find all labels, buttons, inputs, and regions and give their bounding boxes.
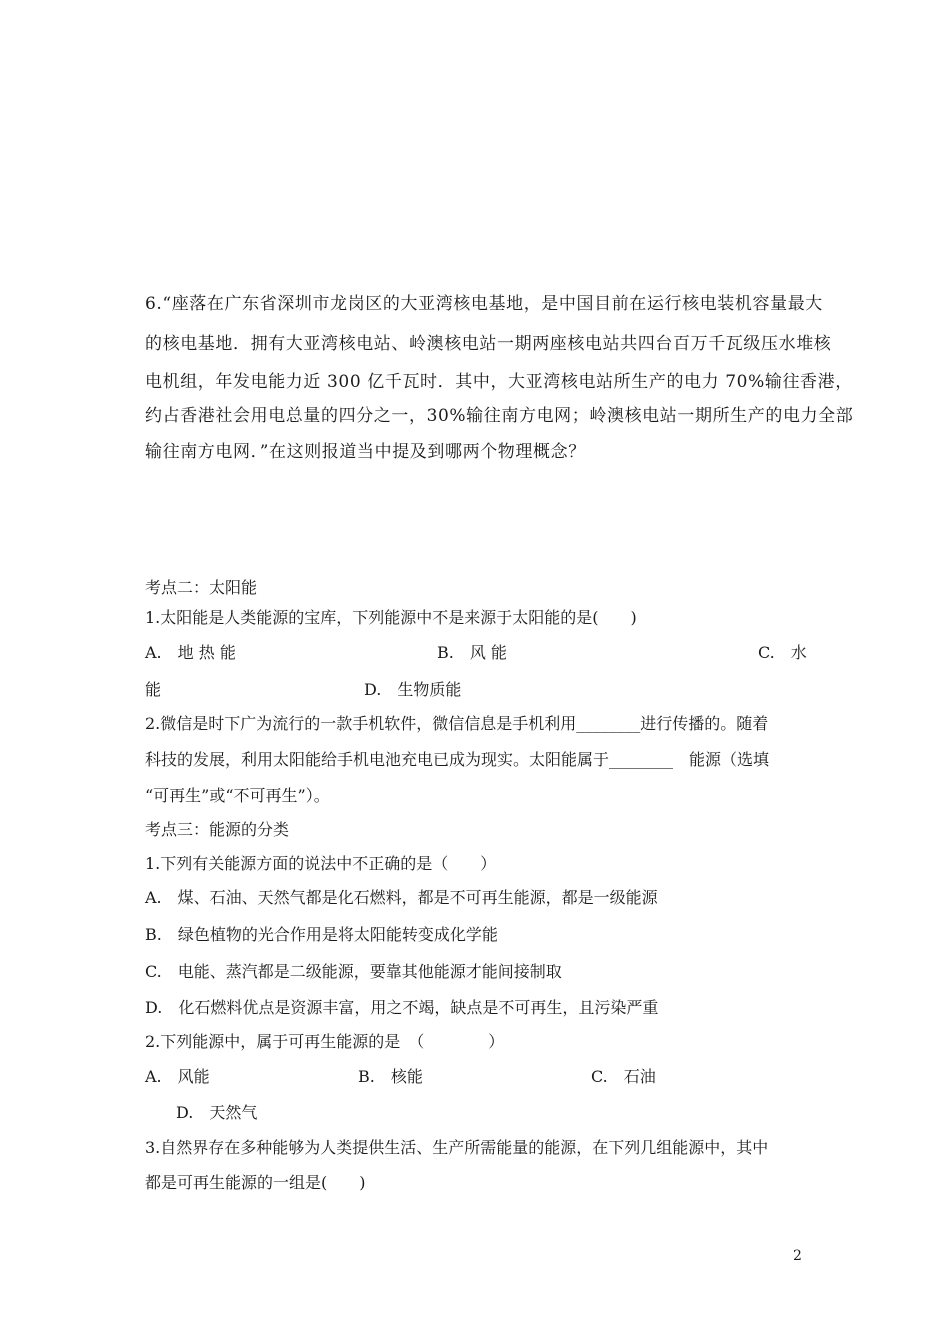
s3-q2-stem: 2.下列能源中，属于可再生能源的是 （ ） (145, 1032, 505, 1051)
s3-q3-line-2: 都是可再生能源的一组是( ) (145, 1173, 366, 1192)
s3-q2-option-a: A. 风能 (145, 1067, 210, 1086)
s2-q1-option-b: B. 风 能 (437, 643, 507, 662)
s3-q2-option-c: C. 石油 (591, 1067, 656, 1086)
s2-q1-option-d: D. 生物质能 (364, 680, 462, 699)
s3-q1-option-a: A. 煤、石油、天然气都是化石燃料，都是不可再生能源，都是一级能源 (145, 888, 658, 907)
s2-q2-line-1: 2.微信是时下广为流行的一款手机软件，微信信息是手机利用________进行传播的。随着 (145, 714, 769, 733)
s2-q2-line-3: “可再生”或“不可再生”）。 (145, 786, 330, 805)
q6-line-4: 约占香港社会用电总量的四分之一，30%输往南方电网；岭澳核电站一期所生产的电力全部 (145, 406, 854, 426)
s3-q2-option-d: D. 天然气 (176, 1103, 258, 1122)
s3-q1-option-b: B. 绿色植物的光合作用是将太阳能转变成化学能 (145, 925, 498, 944)
s3-q3-line-1: 3.自然界存在多种能够为人类提供生活、生产所需能量的能源，在下列几组能源中，其中 (145, 1138, 769, 1157)
q6-line-3: 电机组，年发电能力近 300 亿千瓦时．其中，大亚湾核电站所生产的电力 70%输往香港， (145, 372, 853, 392)
page-number: 2 (793, 1248, 802, 1264)
s3-q1-option-d: D. 化石燃料优点是资源丰富，用之不竭，缺点是不可再生，且污染严重 (145, 998, 659, 1017)
s2-q1-option-c-continued: 能 (145, 680, 162, 699)
s2-q1-stem: 1.太阳能是人类能源的宝库，下列能源中不是来源于太阳能的是( ) (145, 608, 637, 627)
section-2-heading: 考点二：太阳能 (145, 578, 258, 597)
q6-line-1: 6.“座落在广东省深圳市龙岗区的大亚湾核电基地，是中国目前在运行核电装机容量最大 (145, 294, 823, 314)
s3-q1-stem: 1.下列有关能源方面的说法中不正确的是（ ） (145, 854, 497, 873)
section-3-heading: 考点三：能源的分类 (145, 820, 290, 839)
q6-line-5: 输往南方电网．”在这则报道当中提及到哪两个物理概念？ (145, 442, 586, 462)
s3-q1-option-c: C. 电能、蒸汽都是二级能源，要靠其他能源才能间接制取 (145, 962, 562, 981)
s3-q2-option-b: B. 核能 (358, 1067, 423, 1086)
s2-q1-option-a: A. 地 热 能 (145, 643, 236, 662)
s2-q2-line-2: 科技的发展，利用太阳能给手机电池充电已成为现实。太阳能属于________ 能源（选填 (145, 750, 770, 769)
s2-q1-option-c: C. 水 (758, 643, 807, 662)
q6-line-2: 的核电基地．拥有大亚湾核电站、岭澳核电站一期两座核电站共四台百万千瓦级压水堆核 (145, 334, 832, 354)
